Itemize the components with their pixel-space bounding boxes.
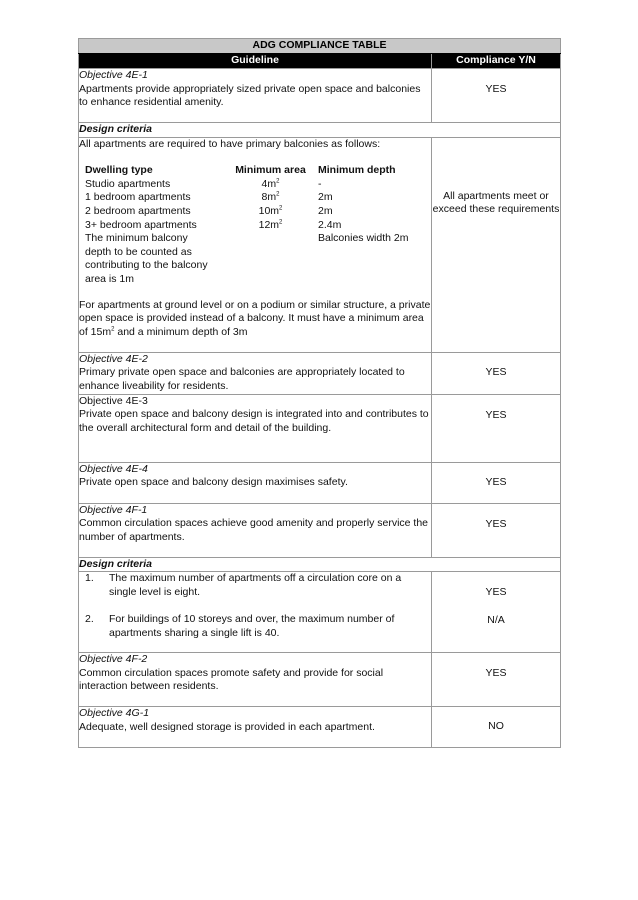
min-depth-header: Minimum depth — [318, 164, 396, 177]
objective-text: Adequate, well designed storage is provided in each apartment. — [79, 720, 375, 733]
guideline-cell — [79, 394, 432, 462]
compliance-value: YES — [432, 69, 561, 123]
objective-text: Apartments provide appropriately sized private open space and balconies to enhance residential amenity. — [79, 82, 421, 109]
compliance-value: YES — [432, 462, 561, 503]
min-area: $10m^2$ — [258, 204, 283, 217]
dwelling-type: Studio apartments — [85, 177, 171, 190]
min-area: $12m^2$ — [258, 218, 283, 231]
objective-text: Private open space and balcony design maximises safety. — [79, 476, 348, 489]
table-row — [79, 352, 561, 394]
table-row — [79, 462, 561, 503]
list-number: 2. — [85, 613, 94, 626]
compliance-value: YES — [432, 653, 561, 707]
objective-text: Primary private open space and balconies are appropriately located to enhance liveability for residents. — [79, 366, 405, 392]
criteria-intro: All apartments are required to have primary balconies as follows: — [79, 137, 381, 150]
list-text: The maximum number of apartments off a circulation core on a single level is eight. — [109, 572, 402, 598]
table-header-row — [79, 54, 561, 69]
list-item — [79, 572, 431, 599]
min-depth: 2m — [318, 204, 333, 217]
objective-label: Objective 4F-1 — [79, 503, 148, 516]
list-text: For buildings of 10 storeys and over, the maximum number of apartments sharing a single lift is 40. — [109, 613, 395, 639]
min-depth: - — [318, 177, 322, 190]
objective-text: Common circulation spaces achieve good amenity and properly service the number of apartments. — [79, 517, 429, 543]
compliance-value: N/A — [487, 613, 505, 626]
objective-label: Objective 4E-1 — [79, 69, 148, 81]
guideline-cell — [79, 503, 432, 557]
guideline-cell — [79, 69, 432, 123]
guideline-cell — [79, 137, 432, 352]
objective-text: Common circulation spaces promote safety and provide for social interaction between residents. — [79, 666, 384, 693]
list-number: 1. — [85, 572, 94, 585]
dwelling-row — [85, 191, 428, 205]
table-row — [79, 707, 561, 748]
table-row — [79, 503, 561, 557]
min-depth: 2m — [318, 191, 333, 204]
design-criteria-heading: Design criteria — [79, 557, 561, 572]
guideline-cell — [79, 462, 432, 503]
objective-label: Objective 4G-1 — [79, 707, 150, 720]
design-criteria-heading: Design criteria — [79, 123, 561, 138]
guideline-cell — [79, 572, 432, 653]
objective-label: Objective 4E-2 — [79, 352, 148, 365]
guideline-cell — [79, 653, 432, 707]
compliance-value: YES — [432, 352, 561, 394]
guideline-cell — [79, 352, 432, 394]
table-title-row — [79, 39, 561, 54]
min-area-header: Minimum area — [235, 164, 306, 177]
min-area: $4m^2$ — [261, 177, 280, 190]
table-row — [79, 394, 561, 462]
compliance-value: YES — [432, 503, 561, 557]
adg-compliance-table — [78, 38, 561, 748]
header-compliance: Compliance Y/N — [432, 54, 561, 69]
compliance-cell — [432, 572, 561, 653]
table-row — [79, 557, 561, 572]
table-row — [79, 137, 561, 352]
table-row — [79, 572, 561, 653]
objective-label: Objective 4E-4 — [79, 462, 148, 475]
guideline-cell — [79, 707, 432, 748]
balcony-note-row — [85, 232, 428, 286]
objective-text: Private open space and balcony design is integrated into and contributes to the overall architectural form and detail of the building. — [79, 408, 429, 434]
table-row — [79, 123, 561, 138]
dwelling-type-header: Dwelling type — [85, 164, 153, 177]
dwelling-type: 3+ bedroom apartments — [85, 218, 197, 231]
compliance-value: All apartments meet or exceed these requirements — [432, 137, 561, 352]
dwelling-row — [85, 205, 428, 219]
balcony-width-note: Balconies width 2m — [318, 232, 409, 245]
table-row — [79, 69, 561, 123]
ground-level-note: For apartments at ground level or on a podium or similar structure, a private open space is provided instead of a balcony. It must have a minimum area of $15m^2$ and a minimum depth of 3m — [79, 298, 431, 338]
min-area: $8m^2$ — [261, 191, 280, 204]
balcony-depth-note: The minimum balcony depth to be counted as contributing to the balcony area is 1m — [85, 232, 208, 285]
table-row — [79, 653, 561, 707]
header-guideline: Guideline — [79, 54, 432, 69]
dwelling-row — [85, 178, 428, 192]
compliance-value: NO — [432, 707, 561, 748]
compliance-value: YES — [485, 586, 507, 599]
objective-label: Objective 4E-3 — [79, 394, 148, 407]
dwelling-row — [85, 219, 428, 233]
criteria-list — [79, 572, 431, 640]
dwelling-type: 2 bedroom apartments — [85, 204, 191, 217]
dwelling-table — [85, 164, 428, 286]
list-item — [79, 613, 431, 640]
min-depth: 2.4m — [318, 218, 342, 231]
table-title: ADG COMPLIANCE TABLE — [79, 39, 561, 54]
compliance-value: YES — [432, 394, 561, 462]
dwelling-type: 1 bedroom apartments — [85, 191, 191, 204]
objective-label: Objective 4F-2 — [79, 653, 148, 666]
